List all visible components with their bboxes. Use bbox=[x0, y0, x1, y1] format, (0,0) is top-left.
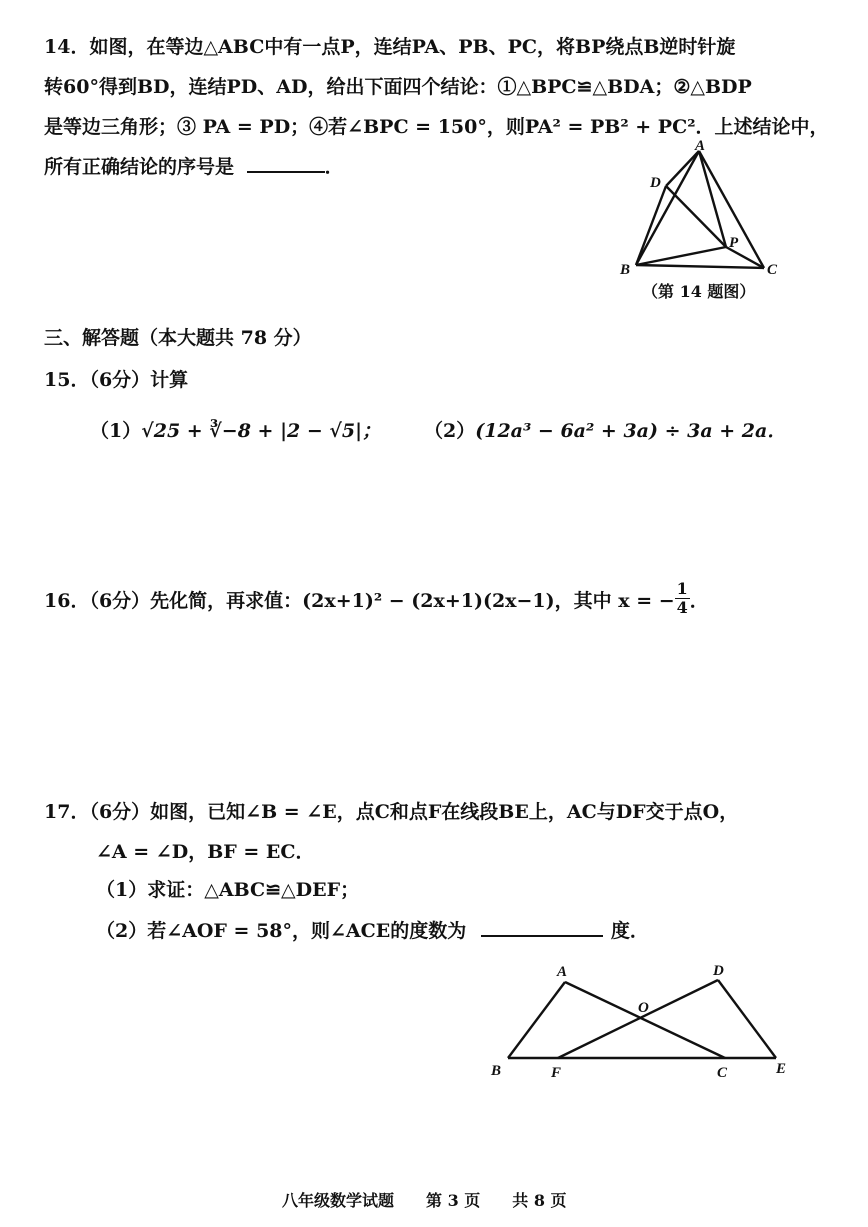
q17-label-D: D bbox=[713, 963, 724, 979]
q17-segment-AB bbox=[508, 982, 565, 1058]
q14-line-3: 是等边三角形；③ PA = PD；④若∠BPC = 150°，则PA² = PB² + PC²．上述结论中， bbox=[44, 116, 829, 138]
q14-segment-AC bbox=[699, 151, 764, 268]
q17-segment-AC bbox=[565, 982, 725, 1058]
section-3-heading: 三、解答题（本大题共 78 分） bbox=[44, 327, 312, 349]
q14-label-C: C bbox=[767, 262, 778, 278]
q14-label-D: D bbox=[650, 175, 661, 191]
q17-line-1: 17．（6分）如图，已知∠B = ∠E，点C和点F在线段BE上，AC与DF交于点O， bbox=[44, 801, 739, 823]
q16-fraction-numerator: 1 bbox=[676, 579, 688, 598]
q17-label-F: F bbox=[551, 1065, 562, 1081]
q15-part-1-label: （1） bbox=[90, 420, 142, 442]
q17-part-2-unit: 度． bbox=[610, 920, 649, 942]
q14-answer-blank[interactable] bbox=[247, 171, 325, 173]
q17-answer-blank[interactable] bbox=[481, 935, 603, 937]
q14-prompt: 所有正确结论的序号是 bbox=[44, 156, 235, 178]
q16-end: ． bbox=[689, 590, 709, 613]
q17-label-C: C bbox=[717, 1065, 728, 1081]
q15-part-2 bbox=[424, 420, 786, 443]
q17-part-2-prompt: （2）若∠AOF = 58°，则∠ACE的度数为 bbox=[96, 920, 467, 942]
q14-line-2: 转60°得到BD，连结PD、AD，给出下面四个结论：①△BPC≌△BDA；②△BDP bbox=[44, 76, 752, 98]
q14-segment-AD bbox=[666, 151, 699, 186]
q17-segment-DF bbox=[558, 980, 718, 1058]
q14-label-A: A bbox=[695, 138, 706, 154]
q17-part-2 bbox=[96, 920, 649, 943]
q14-segment-AB bbox=[636, 151, 699, 265]
q14-line-1: 14．如图，在等边△ABC中有一点P，连结PA、PB、PC，将BP绕点B逆时针旋 bbox=[44, 36, 736, 58]
q16-line bbox=[44, 579, 709, 617]
q17-line-2: ∠A = ∠D，BF = EC． bbox=[96, 841, 315, 863]
q17-label-B: B bbox=[491, 1063, 502, 1079]
q17-part-1: （1）求证：△ABC≌△DEF； bbox=[96, 879, 360, 901]
q15-part-1 bbox=[90, 420, 381, 443]
q17-label-E: E bbox=[776, 1061, 787, 1077]
q17-label-O: O bbox=[638, 1000, 649, 1016]
q16-text: 16．（6分）先化简，再求值：(2x+1)² − (2x+1)(2x−1)，其中 x = − bbox=[44, 590, 675, 613]
q14-label-P: P bbox=[729, 235, 739, 251]
q16-fraction bbox=[675, 580, 690, 616]
q16-fraction-denominator: 4 bbox=[676, 597, 688, 617]
q15-title: 15．（6分）计算 bbox=[44, 369, 189, 391]
q17-label-A: A bbox=[557, 964, 568, 980]
q14-label-B: B bbox=[620, 262, 631, 278]
q14-segment-PA bbox=[699, 151, 726, 247]
q14-segment-BD bbox=[636, 186, 666, 265]
q14-segment-PB bbox=[636, 247, 726, 265]
q14-segment-PC bbox=[726, 247, 764, 268]
q17-segment-DE bbox=[718, 980, 776, 1058]
q15-part-2-label: （2） bbox=[424, 420, 476, 442]
q15-part-1-expression: √25 + ∛−8 + |2 − √5|； bbox=[141, 420, 381, 442]
q14-period: ． bbox=[324, 156, 344, 178]
q14-segment-PD bbox=[666, 186, 726, 247]
q14-figure-caption: （第 14 题图） bbox=[642, 282, 756, 301]
page-footer: 八年级数学试题 第 3 页 共 8 页 bbox=[282, 1191, 567, 1210]
q14-segment-BC bbox=[636, 265, 764, 268]
q14-line-4 bbox=[44, 156, 344, 179]
q15-part-2-expression: (12a³ − 6a² + 3a) ÷ 3a + 2a． bbox=[475, 420, 787, 442]
